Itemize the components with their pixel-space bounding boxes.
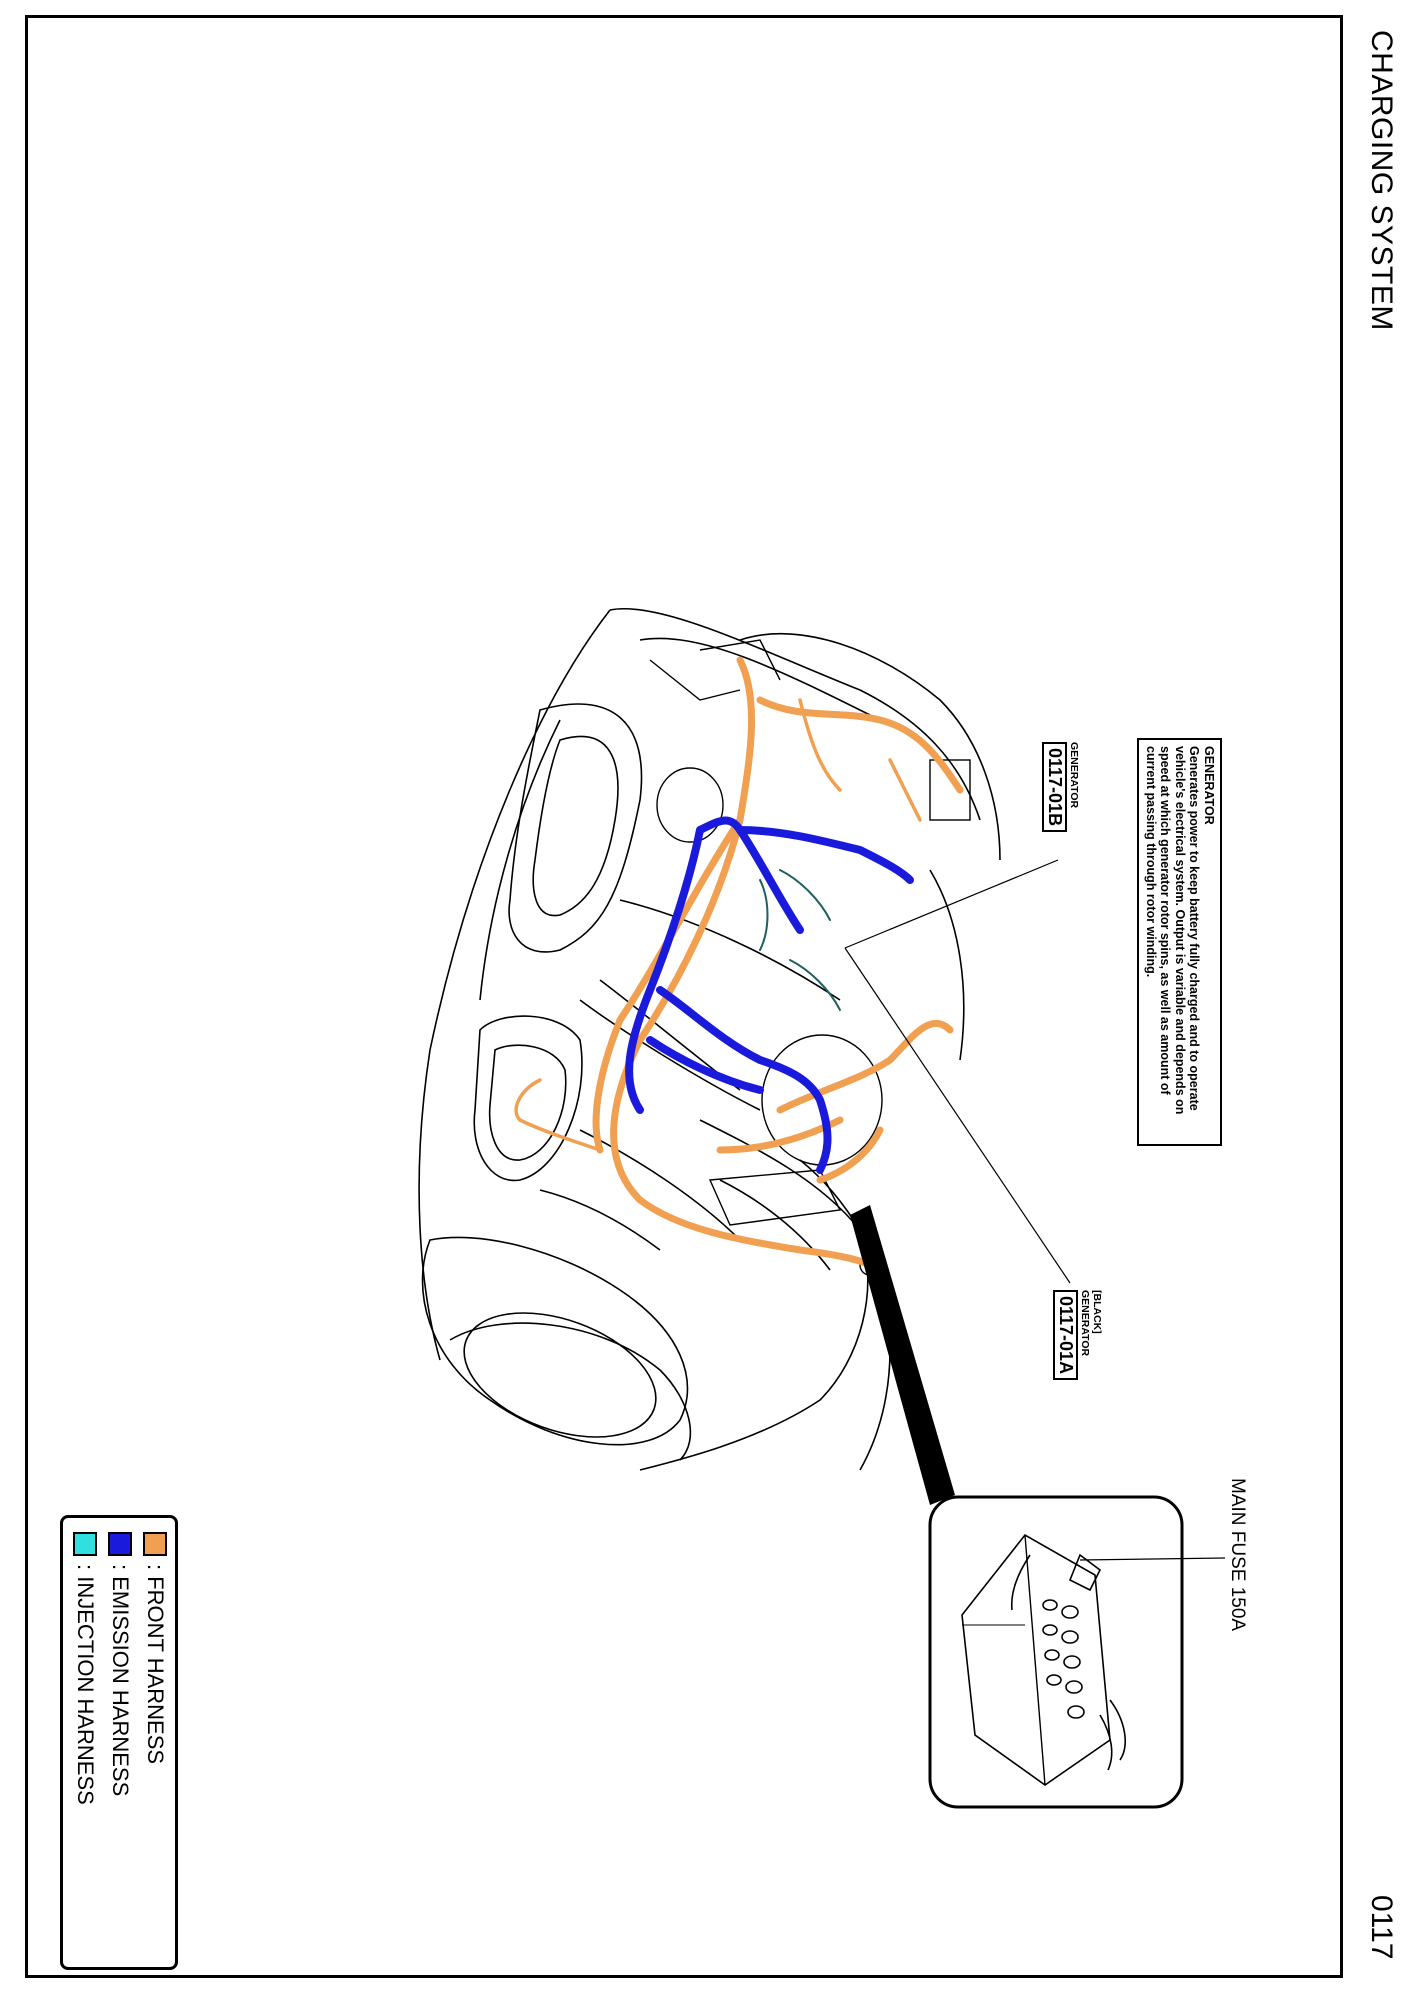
connector-code: 0117-01B [1042,742,1067,832]
connector-code: 0117-01A [1053,1290,1078,1380]
legend-label: : FRONT HARNESS [143,1564,168,1765]
emission-harness-wires [629,821,910,1170]
connector-label: GENERATOR [1068,742,1080,809]
relay-box [930,760,970,820]
generator-description-text: Generates power to keep battery fully charged and to operate vehicle's electrical system. Output is variable and depends on speed at which generator rotor spins, as well as amount of current passing through rotor winding. [1144,746,1202,1115]
front-harness-branches [516,700,920,1150]
page-number: 0117 [1365,1895,1398,1960]
connector-0117-01b[interactable] [1042,742,1080,832]
main-fuse-label: MAIN FUSE 150A [1227,1478,1248,1632]
legend-label: : EMISSION HARNESS [108,1564,133,1797]
generator-description-heading: GENERATOR [1202,746,1216,825]
connector-0117-01a[interactable] [1053,1290,1103,1380]
connector-label: [BLACK] GENERATOR [1079,1290,1103,1357]
emission-harness-swatch [108,1532,132,1556]
component-ring-upper [657,768,723,842]
connector-pointer-lines [845,860,1070,1283]
front-harness-swatch [143,1532,167,1556]
page-title: CHARGING SYSTEM [1365,30,1398,331]
injection-harness-swatch [73,1532,97,1556]
generator-description [1138,738,1223,1146]
harness-legend [60,1515,178,1970]
battery-callout [930,1497,1225,1807]
legend-label: : INJECTION HARNESS [73,1564,98,1805]
